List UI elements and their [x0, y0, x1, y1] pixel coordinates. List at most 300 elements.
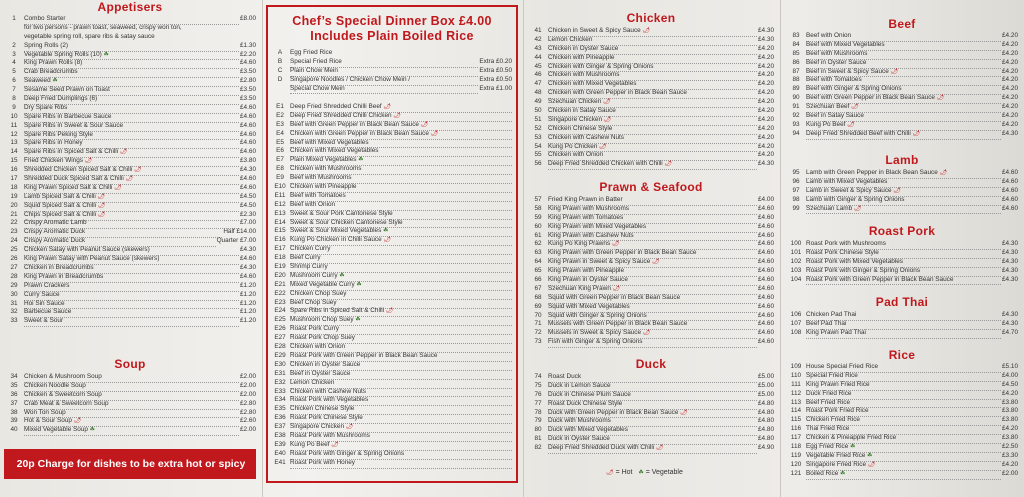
column-chicken [528, 0, 774, 497]
item-name-text: Spare Ribs in Sweet & Sour Sauce [24, 121, 124, 129]
item-name-text: Prawn Crackers [24, 281, 70, 289]
item-price: £4.60 [1002, 186, 1018, 194]
item-number: 27 [10, 263, 18, 271]
item-name-text: Beef with Tomatoes [806, 76, 862, 84]
item-name-text: King Prawn with Mixed Vegetables [548, 222, 647, 230]
lamb-list [786, 169, 1018, 213]
item-number: 16 [10, 166, 18, 174]
menu-item [786, 452, 1018, 461]
item-number: 88 [792, 76, 800, 84]
item-number: 33 [10, 317, 18, 325]
item-price: £4.30 [1002, 275, 1018, 283]
menu-item [528, 98, 774, 107]
menu-item [786, 205, 1018, 214]
item-name-text: Kung Po King Prawns [548, 240, 611, 248]
item-price: £2.80 [240, 77, 256, 85]
chicken-heading: Chicken [626, 11, 676, 25]
item-name-text: King Prawn in Breadcrumbs [24, 272, 104, 280]
menu-item [528, 391, 774, 400]
item-name-text: Roast Duck Chinese Style [548, 399, 623, 407]
item-price: Extra £1.00 [479, 84, 512, 92]
item-name-text: House Special Fried Rice [806, 363, 879, 370]
menu-item [270, 396, 512, 405]
item-name-text: King Prawn with Green Pepper in Black Bean Sauce [548, 249, 697, 257]
item-name-text: Beef with Green Pepper in Black Bean Sauce [806, 94, 935, 102]
item-price: £4.30 [1002, 266, 1018, 274]
hot-chilli-icon: 🌶︎ [650, 259, 660, 266]
prawn-list [528, 196, 774, 347]
menu-item [528, 258, 774, 267]
item-number: 13 [10, 139, 18, 147]
menu-item [528, 329, 774, 338]
menu-item [4, 59, 256, 68]
item-number: 34 [10, 373, 18, 380]
item-name-text: Roast Pork with Vegetables [290, 396, 369, 404]
item-name-text: vegetable spring roll, spare ribs & satay sauce [24, 32, 155, 40]
item-number: 101 [790, 248, 802, 256]
hot-chilli-icon: 🌶︎ [381, 237, 391, 244]
special-subtitle: Includes Plain Boiled Rice [310, 29, 474, 43]
item-number: E9 [276, 174, 284, 182]
menu-item [786, 240, 1018, 249]
item-name-text: Spring Rolls (2) [24, 41, 69, 49]
item-number: 5 [12, 68, 16, 76]
menu-item [786, 390, 1018, 399]
item-number: 70 [534, 311, 542, 319]
menu-item [786, 434, 1018, 443]
item-number: E30 [274, 360, 286, 368]
item-number: E3 [276, 120, 284, 128]
menu-item [4, 373, 256, 382]
item-price: Extra £0.20 [479, 57, 512, 65]
item-price: £2.60 [240, 417, 256, 425]
item-name-text: Deep Fried Shredded Chilli Beef [290, 103, 382, 110]
item-number: 53 [534, 133, 542, 141]
item-price: £4.80 [758, 408, 774, 416]
item-number: 86 [792, 58, 800, 66]
item-name [24, 24, 256, 33]
item-number: 20 [10, 201, 18, 209]
menu-item [270, 58, 512, 67]
item-name-text: Sweet & Sour Chicken Cantonese Style [290, 218, 403, 226]
item-name-text: Chicken with Green Pepper in Black Bean Sauce [290, 129, 429, 137]
item-price: Extra £0.50 [479, 75, 512, 83]
menu-item [786, 76, 1018, 85]
item-name-text: Curry Sauce [24, 290, 60, 298]
item-price: £2.00 [240, 390, 256, 398]
special-dishes-list [270, 103, 512, 468]
menu-item [4, 77, 256, 86]
menu-item [786, 329, 1018, 338]
item-name-text: Roast Pork with Honey [290, 458, 355, 466]
menu-item [270, 361, 512, 370]
menu-item [270, 121, 512, 130]
item-number: 104 [790, 275, 802, 283]
item-name-text: Beef with Mushrooms [290, 174, 352, 182]
item-number: 38 [10, 408, 18, 416]
menu-item [270, 183, 512, 192]
item-price: £4.60 [240, 175, 256, 183]
menu-item [786, 121, 1018, 130]
item-name-text: Boiled Rice [806, 469, 839, 477]
item-name-text: King Prawn with Pineapple [548, 267, 625, 275]
item-price: £5.00 [758, 381, 774, 389]
item-number: 82 [534, 444, 542, 452]
menu-item [270, 379, 512, 388]
hot-chilli-icon: 🌶︎ [610, 241, 620, 248]
item-number: E28 [274, 343, 286, 351]
item-price: £4.60 [758, 267, 774, 275]
item-price: £4.60 [758, 249, 774, 257]
menu-item [270, 174, 512, 183]
item-name-text: Chips Spiced Salt & Chilli [24, 210, 97, 218]
menu-item [270, 423, 512, 432]
item-price: £4.70 [1002, 328, 1018, 336]
menu-item [270, 112, 512, 121]
menu-item [4, 237, 256, 246]
item-number: 118 [790, 443, 802, 451]
menu-item [786, 416, 1018, 425]
hot-chilli-icon: 🌶︎ [641, 330, 651, 337]
item-price: £2.00 [240, 381, 256, 389]
menu-item [4, 122, 256, 131]
item-name-text: Deep Fried Shredded Duck with Chilli [548, 444, 655, 452]
menu-item [528, 426, 774, 435]
item-name [806, 276, 1001, 286]
item-number: 93 [792, 120, 800, 128]
item-price: £4.60 [240, 121, 256, 129]
menu-item [786, 443, 1018, 452]
item-name-text: Roast Pork with Mushrooms [806, 240, 886, 247]
item-name-text: Spare Ribs in Spiced Salt & Chilli [290, 307, 385, 315]
item-number: 71 [534, 320, 542, 328]
hot-chilli-icon: 🌶︎ [391, 112, 401, 119]
item-name-text: Singapore Chicken [548, 115, 602, 123]
item-name-text: Kung Po Chicken in Chilli Sauce [290, 236, 382, 244]
item-number: E33 [274, 387, 286, 395]
menu-item [270, 219, 512, 228]
chefs-special-box [266, 5, 518, 483]
item-price: £4.60 [1002, 204, 1018, 212]
item-price: £4.60 [758, 320, 774, 328]
hot-chilli-icon: 🌶︎ [71, 418, 82, 425]
menu-item [786, 103, 1018, 112]
item-number: 55 [534, 151, 542, 159]
item-price: £4.60 [240, 183, 256, 191]
menu-item [528, 27, 774, 36]
item-price: £4.20 [1002, 460, 1018, 468]
item-name-text: Szechuan Lamb [806, 204, 853, 212]
item-price: £4.50 [1002, 380, 1018, 388]
item-name-text: Crispy Aromatic Lamb [24, 219, 87, 227]
item-name [290, 459, 512, 469]
item-price: £4.60 [758, 276, 774, 284]
item-number: 116 [790, 425, 802, 433]
item-price: £4.60 [758, 284, 774, 292]
item-name-text: Beef Pad Thai [806, 319, 847, 327]
item-name [548, 444, 757, 454]
menu-item [528, 116, 774, 125]
item-price: £1.20 [240, 308, 256, 316]
item-price: £4.50 [240, 201, 256, 209]
menu-item [4, 95, 256, 104]
menu-item [270, 67, 512, 76]
item-name-text: Duck with Mushrooms [548, 417, 611, 425]
item-price: £4.60 [240, 148, 256, 156]
menu-item [4, 246, 256, 255]
item-name [806, 130, 1001, 140]
menu-item [4, 300, 256, 309]
menu-item [786, 32, 1018, 41]
item-name-text: Chicken with Mushrooms [290, 165, 362, 173]
legend [606, 469, 683, 476]
item-number: E21 [274, 280, 286, 288]
item-price: £4.80 [758, 426, 774, 434]
appetisers-list [4, 15, 256, 326]
item-name-text: Vegetable Spring Rolls (10) [24, 50, 102, 58]
item-name-text: King Prawn with Tomatoes [548, 213, 624, 221]
item-number: 1 [12, 15, 16, 22]
menu-item [786, 470, 1018, 479]
item-number: 43 [534, 44, 542, 52]
item-name-text: Squid with Ginger & Spring Onions [548, 311, 647, 319]
item-name-text: Chicken with Ginger & Spring Onions [548, 62, 654, 70]
item-number: 2 [12, 41, 16, 49]
item-name-text: King Prawn with Mushrooms [548, 204, 629, 212]
roastpork-heading: Roast Pork [868, 224, 936, 238]
hot-chilli-icon: 🌶︎ [602, 116, 612, 123]
item-number: 84 [792, 40, 800, 48]
item-name-text: Roast Pork with Green Pepper in Black Bean Sauce [806, 275, 954, 283]
item-name-text: King Prawn Spiced Salt & Chilli [24, 183, 113, 191]
padthai-heading: Pad Thai [875, 295, 929, 309]
menu-item [270, 388, 512, 397]
item-number: 22 [10, 219, 18, 227]
item-name-text: Fried King Prawn in Batter [548, 196, 623, 203]
menu-item [786, 169, 1018, 178]
item-number: 75 [534, 381, 542, 389]
item-number: 97 [792, 186, 800, 194]
menu-item [270, 156, 512, 165]
item-name [290, 85, 478, 95]
item-name-text: Chicken Noodle Soup [24, 381, 86, 389]
menu-item [786, 399, 1018, 408]
hot-chilli-icon: 🌶︎ [849, 104, 859, 111]
item-name-text: Szechuan King Prawn [548, 284, 611, 292]
item-number: E13 [274, 209, 286, 217]
item-number: 94 [792, 129, 800, 137]
item-name-text: Beef with Onion [806, 32, 852, 39]
vegetable-leaf-icon: ☘ [50, 78, 58, 85]
menu-item [4, 400, 256, 409]
item-number: 90 [792, 94, 800, 102]
item-number: E34 [274, 396, 286, 404]
item-number: E31 [274, 369, 286, 377]
item-name-text: Hoi Sin Sauce [24, 299, 65, 307]
hot-chilli-icon: 🌶︎ [601, 99, 611, 106]
item-number: 25 [10, 246, 18, 254]
hot-chilli-icon: 🌶︎ [95, 193, 106, 200]
menu-item [4, 291, 256, 300]
item-price: £4.80 [758, 399, 774, 407]
item-price: £4.60 [758, 302, 774, 310]
item-name-text: for two persons - prawn toast, seaweed, crispy won ton, [24, 23, 182, 31]
item-name-text: Sweet & Sour Pork Cantonese Style [290, 209, 393, 217]
item-number: 76 [534, 390, 542, 398]
item-name-text: Sweet & Sour Mixed Vegetables [290, 227, 382, 235]
item-name-text: Duck in Lemon Sauce [548, 381, 611, 389]
item-number: 4 [12, 59, 16, 67]
item-name-text: Chicken with Pineapple [290, 183, 357, 191]
item-price: £2.00 [240, 426, 256, 434]
item-price: £4.90 [758, 444, 774, 452]
menu-item [4, 113, 256, 122]
item-price: £4.50 [240, 192, 256, 200]
item-price: £4.60 [758, 258, 774, 266]
item-name-text: Mixed Vegetable Soup [24, 426, 88, 434]
item-name-text: Mushroom Curry [290, 271, 338, 279]
item-name-text: Chicken Chop Suey [290, 289, 347, 297]
item-number: 72 [534, 329, 542, 337]
menu-item [528, 196, 774, 205]
vegetable-leaf-icon: ☘ [848, 444, 856, 451]
menu-item [4, 382, 256, 391]
item-name-text: Chicken with Onion [290, 343, 346, 351]
menu-item [786, 320, 1018, 329]
item-name-text: Duck in Oyster Sauce [548, 435, 610, 443]
hot-chilli-icon: 🌶︎ [329, 441, 339, 448]
menu-item [528, 240, 774, 249]
item-price: £4.60 [240, 112, 256, 120]
menu-item [4, 86, 256, 95]
menu-item [4, 184, 256, 193]
menu-item [528, 338, 774, 347]
item-name-text: Deep Fried Dumplings (6) [24, 95, 98, 103]
item-price: £4.20 [1002, 425, 1018, 433]
item-number: 44 [534, 53, 542, 61]
item-name-text: Egg Fried Rice [290, 49, 333, 56]
item-number: 9 [12, 103, 16, 111]
menu-item [786, 112, 1018, 121]
item-name-text: Squid with Green Pepper in Black Bean Sauce [548, 293, 681, 301]
item-number: E36 [274, 414, 286, 422]
item-name-text: Chicken & Sweetcorn Soup [24, 390, 102, 398]
menu-item [270, 459, 512, 468]
item-number: 62 [534, 240, 542, 248]
menu-item [528, 294, 774, 303]
menu-item [528, 444, 774, 453]
item-price: Extra £0.50 [479, 66, 512, 74]
item-name-text: Beef with Mushrooms [806, 49, 868, 57]
menu-item [270, 76, 512, 85]
menu-item [786, 461, 1018, 470]
item-price: Quarter £7.00 [216, 237, 256, 245]
item-name-text: Szechuan Beef [806, 103, 850, 111]
item-price: £2.80 [240, 399, 256, 407]
item-name-text: Mixed Vegetable Curry [290, 280, 355, 288]
item-number: 12 [10, 130, 18, 138]
menu-item [4, 264, 256, 273]
item-price: £5.10 [1002, 363, 1018, 370]
item-number: 10 [10, 112, 18, 120]
item-number: 3 [12, 50, 16, 58]
roastpork-list [786, 240, 1018, 284]
item-price: £4.80 [758, 417, 774, 425]
item-price: £4.60 [758, 329, 774, 337]
item-price: £4.60 [758, 204, 774, 212]
hot-chilli-icon: 🌶︎ [910, 130, 921, 137]
menu-item [528, 223, 774, 232]
item-number: 21 [10, 210, 18, 218]
item-name-text: Chicken Fried Rice [806, 416, 860, 424]
item-number: E10 [274, 183, 286, 191]
hot-chilli-icon: 🌶︎ [123, 176, 134, 183]
duck-list [528, 373, 774, 453]
hot-chilli-icon: 🌶︎ [381, 104, 391, 110]
item-name [548, 338, 757, 348]
item-name-text: Beef in Satay Sauce [806, 112, 864, 120]
menu-item [528, 107, 774, 116]
item-name-text: Roast Duck [548, 373, 582, 380]
item-number: E24 [274, 307, 286, 315]
item-name-text: Beef with Onion [290, 200, 336, 208]
item-number: 98 [792, 195, 800, 203]
item-price: £4.60 [758, 231, 774, 239]
item-name-text: Chicken & Mushroom Soup [24, 373, 102, 380]
item-number: 96 [792, 177, 800, 185]
item-number: 50 [534, 107, 542, 115]
item-name [806, 329, 1001, 339]
item-price: £4.80 [758, 435, 774, 443]
item-number: 49 [534, 98, 542, 106]
item-name-text: Beef with Tomatoes [290, 191, 346, 199]
item-price: £4.20 [1002, 103, 1018, 111]
item-name-text: Chicken with Green Pepper in Black Bean Sauce [548, 89, 687, 97]
item-number: 6 [12, 77, 16, 85]
item-price: £4.20 [1002, 85, 1018, 93]
menu-item [786, 94, 1018, 103]
beef-list [786, 32, 1018, 139]
item-name-text: Lemon Chicken [548, 35, 593, 43]
item-name-text: Chicken with Mushrooms [548, 71, 620, 79]
menu-item [4, 166, 256, 175]
item-name-text: Deep Fried Shredded Beef with Chilli [806, 129, 911, 137]
item-number: E4 [276, 129, 284, 137]
item-name-text: Fried Chicken Wings [24, 157, 83, 165]
item-name-text: Shredded Duck Spiced Salt & Chilli [24, 175, 124, 183]
item-number: 67 [534, 284, 542, 292]
item-price: £3.50 [240, 68, 256, 76]
item-number: E20 [274, 271, 286, 279]
item-number: E19 [274, 263, 286, 271]
menu-item [4, 148, 256, 157]
item-name-text: Shredded Chicken Spiced Salt & Chilli [24, 166, 133, 174]
appetisers-heading: Appetisers [97, 0, 163, 14]
item-number: E16 [274, 236, 286, 244]
item-number: E1 [276, 103, 284, 110]
menu-item [528, 89, 774, 98]
item-number: 47 [534, 80, 542, 88]
menu-item [786, 249, 1018, 258]
item-price: £2.00 [1002, 469, 1018, 477]
menu-item [270, 281, 512, 290]
menu-item [4, 51, 256, 60]
item-name-text: Chicken Pad Thai [806, 311, 857, 318]
column-appetisers [4, 0, 256, 497]
item-price: £4.60 [1002, 195, 1018, 203]
item-price: £4.20 [758, 80, 774, 88]
item-number: 80 [534, 426, 542, 434]
